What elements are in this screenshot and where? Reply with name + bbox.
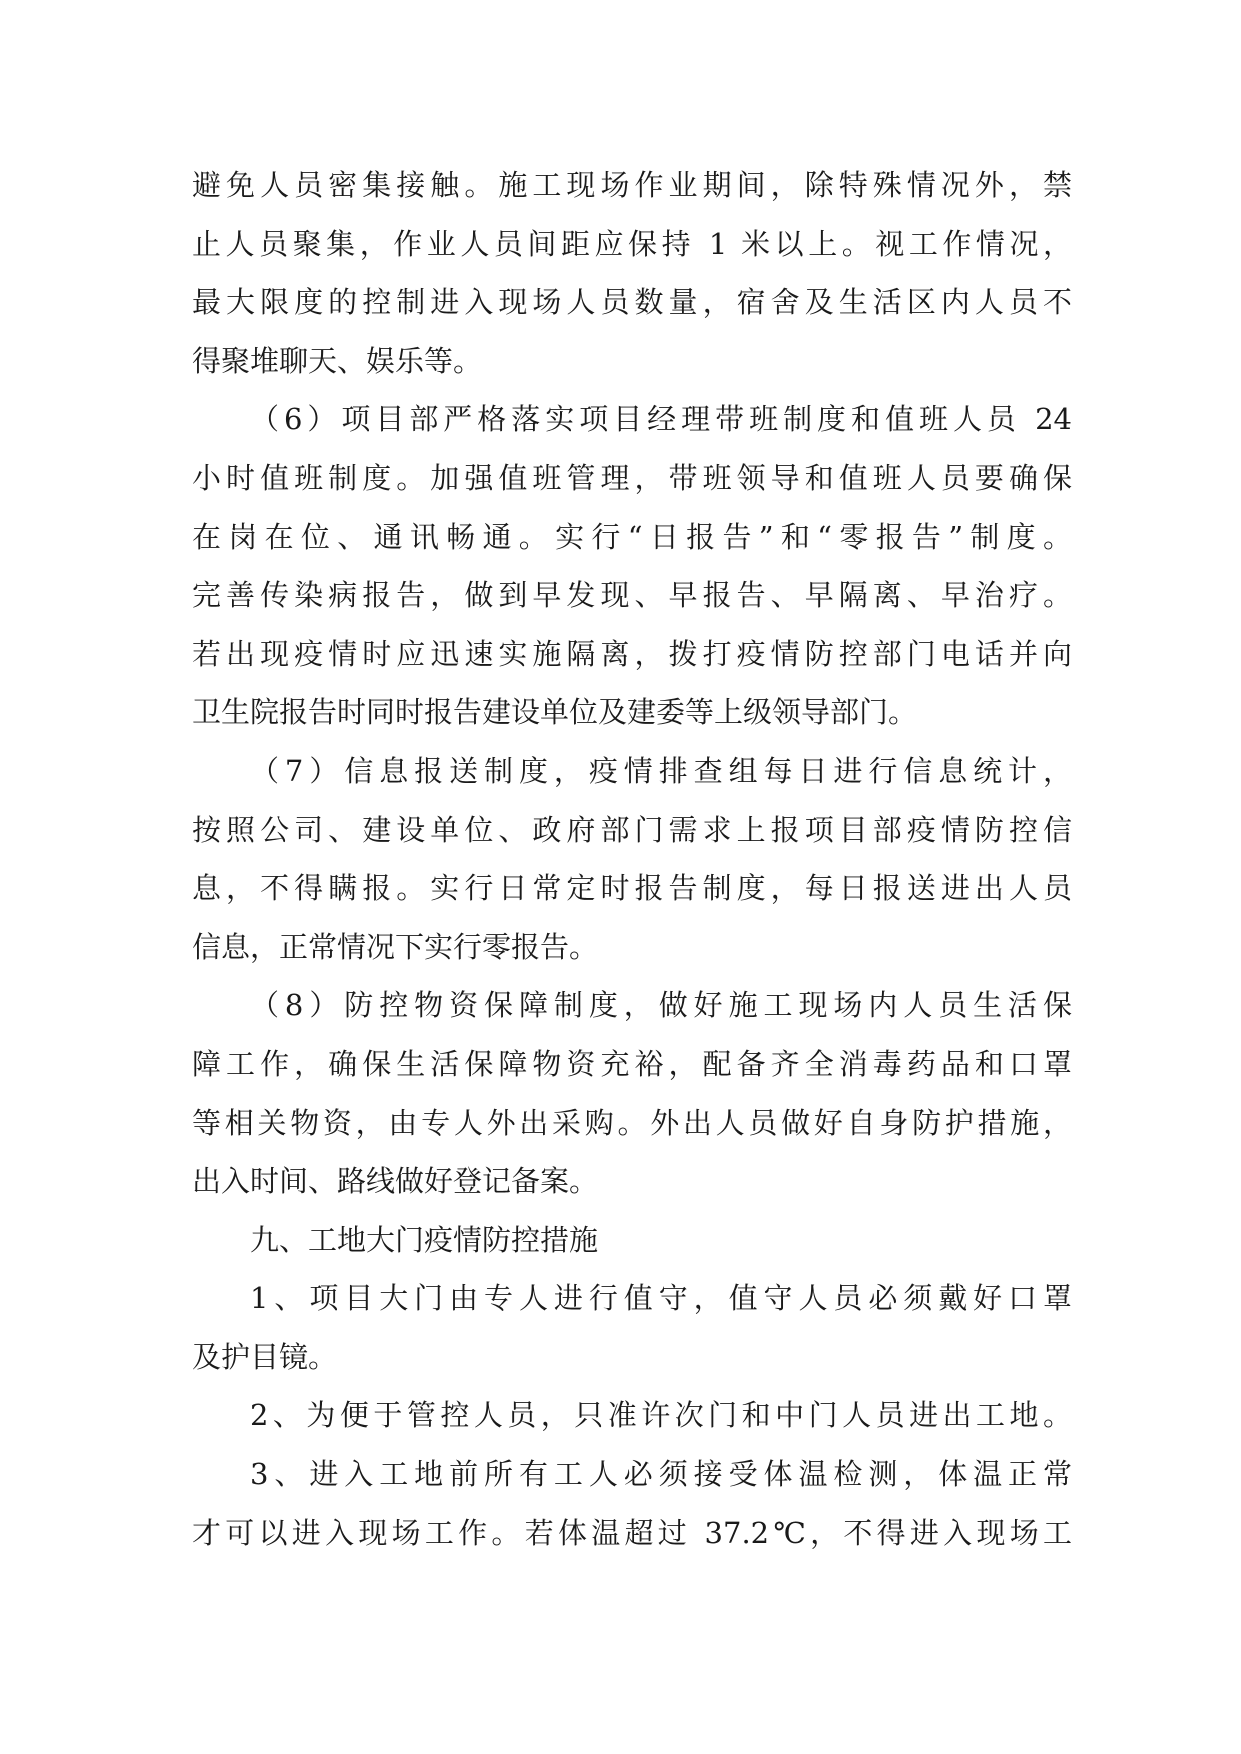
text-line: 才可以进入现场工作。若体温超过 37.2℃，不得进入现场工 — [192, 1515, 1072, 1550]
text-line: （8）防控物资保障制度，做好施工现场内人员生活保 — [250, 988, 1072, 1023]
document-body — [192, 156, 1072, 1562]
text-line: 得聚堆聊天、娱乐等。 — [192, 343, 483, 378]
text-line: 避免人员密集接触。施工现场作业期间，除特殊情况外，禁 — [192, 168, 1072, 202]
text-line: 1、项目大门由专人进行值守，值守人员必须戴好口罩 — [250, 1281, 1072, 1316]
text-line: 出入时间、路线做好登记备案。 — [192, 1164, 599, 1199]
text-line: 在岗在位、通讯畅通。实行“日报告”和“零报告”制度。 — [192, 519, 1072, 554]
text-line: 2、为便于管控人员，只准许次门和中门人员进出工地。 — [250, 1398, 1072, 1433]
text-line: 止人员聚集，作业人员间距应保持 1 米以上。视工作情况， — [192, 226, 1072, 261]
text-line: 若出现疫情时应迅速实施隔离，拨打疫情防控部门电话并向 — [192, 636, 1072, 671]
text-line: 信息，正常情况下实行零报告。 — [192, 929, 599, 964]
text-line: （6）项目部严格落实项目经理带班制度和值班人员 24 — [250, 402, 1072, 437]
text-line: 障工作，确保生活保障物资充裕，配备齐全消毒药品和口罩 — [192, 1046, 1072, 1081]
text-line: 3、进入工地前所有工人必须接受体温检测，体温正常 — [250, 1457, 1072, 1492]
text-line: 完善传染病报告，做到早发现、早报告、早隔离、早治疗。 — [192, 578, 1072, 613]
text-line: 等相关物资，由专人外出采购。外出人员做好自身防护措施， — [192, 1105, 1072, 1140]
text-line: 小时值班制度。加强值班管理，带班领导和值班人员要确保 — [192, 460, 1072, 495]
text-line: 卫生院报告时同时报告建设单位及建委等上级领导部门。 — [192, 695, 918, 730]
text-line: 及护目镜。 — [192, 1339, 338, 1374]
text-line: 按照公司、建设单位、政府部门需求上报项目部疫情防控信 — [192, 812, 1072, 847]
section-heading: 九、工地大门疫情防控措施 — [250, 1222, 599, 1257]
text-line: 息，不得瞒报。实行日常定时报告制度，每日报送进出人员 — [192, 871, 1072, 906]
text-line: 最大限度的控制进入现场人员数量，宿舍及生活区内人员不 — [192, 285, 1072, 320]
text-line: （7）信息报送制度，疫情排查组每日进行信息统计， — [250, 753, 1072, 788]
